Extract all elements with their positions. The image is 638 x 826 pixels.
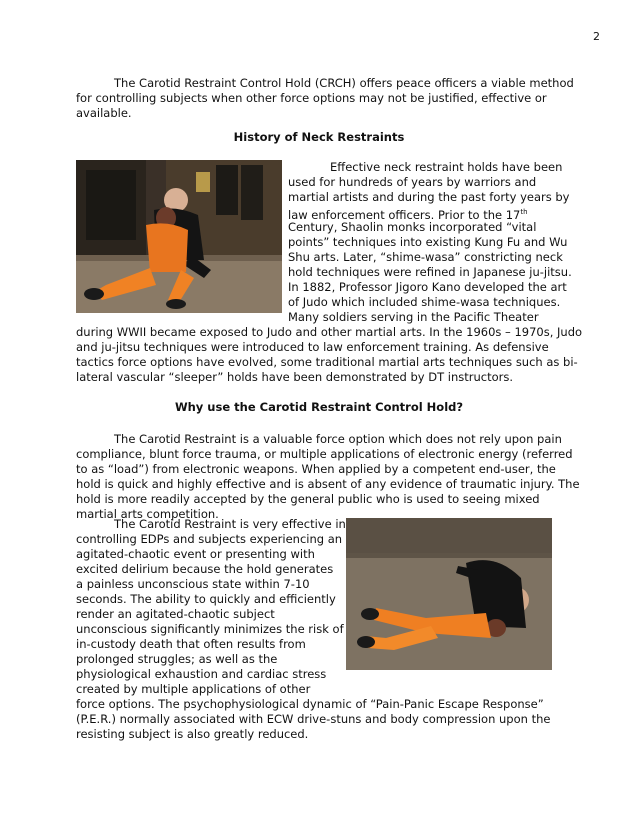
why-para2-line: excited delirium because the hold generates bbox=[76, 562, 334, 576]
why-para2-line: physiological exhaustion and cardiac stress bbox=[76, 667, 327, 681]
page-number: 2 bbox=[593, 30, 600, 43]
history-heading: History of Neck Restraints bbox=[233, 130, 405, 144]
neck-restraint-photo-2 bbox=[346, 518, 552, 670]
why-para2-line: unconscious significantly minimizes the risk of bbox=[76, 622, 344, 636]
why-para1-line: martial arts competition. bbox=[76, 507, 219, 521]
history-line: Effective neck restraint holds have been bbox=[330, 160, 563, 174]
why-para2-line: render an agitated-chaotic subject bbox=[76, 607, 275, 621]
history-line: law enforcement officers. Prior to the 17th bbox=[288, 207, 528, 222]
superscript-th: th bbox=[520, 208, 528, 216]
why-para2-full-line: resisting subject is also greatly reduced. bbox=[76, 727, 309, 741]
why-para2-line: in-custody death that often results from bbox=[76, 637, 306, 651]
why-para2-line: agitated-chaotic event or presenting with bbox=[76, 547, 315, 561]
why-para1-line: compliance, blunt force trauma, or multiple applications of electronic energy (referred bbox=[76, 447, 573, 461]
history-line: points” techniques into existing Kung Fu and Wu bbox=[288, 235, 568, 249]
history-line: In 1882, Professor Jigoro Kano developed the art bbox=[288, 280, 567, 294]
history-full-line: during WWII became exposed to Judo and other martial arts. In the 1960s – 1970s, Judo bbox=[76, 325, 583, 339]
history-line: Century, Shaolin monks incorporated “vital bbox=[288, 220, 537, 234]
why-para1-line: hold is quick and highly effective and is absent of any evidence of traumatic injury. The bbox=[76, 477, 580, 491]
history-full-line: tactics force options have evolved, some traditional martial arts techniques such as bi- bbox=[76, 355, 578, 369]
history-line: martial artists and during the past forty years by bbox=[288, 190, 570, 204]
why-para2-line: The Carotid Restraint is very effective in bbox=[114, 517, 346, 531]
why-heading: Why use the Carotid Restraint Control Hold? bbox=[174, 400, 464, 414]
history-line: used for hundreds of years by warriors and bbox=[288, 175, 537, 189]
why-para2-full-line: force options. The psychophysiological dynamic of “Pain-Panic Escape Response” bbox=[76, 697, 544, 711]
why-para2-line: created by multiple applications of other bbox=[76, 682, 311, 696]
why-para2-line: a painless unconscious state within 7-10 bbox=[76, 577, 310, 591]
history-full-line: and ju-jitsu techniques were introduced to law enforcement training. As defensive bbox=[76, 340, 549, 354]
intro-line-3: available. bbox=[76, 106, 132, 120]
intro-line-1: The Carotid Restraint Control Hold (CRCH) offers peace officers a viable method bbox=[114, 76, 574, 90]
history-line: Many soldiers serving in the Pacific Theater bbox=[288, 310, 539, 324]
why-para2-line: seconds. The ability to quickly and efficiently bbox=[76, 592, 336, 606]
why-para2-line: prolonged struggles; as well as the bbox=[76, 652, 278, 666]
why-para1-line: hold is more readily accepted by the general public who is used to seeing mixed bbox=[76, 492, 540, 506]
history-line: Shu arts. Later, “shime-wasa” constricting neck bbox=[288, 250, 563, 264]
history-line: of Judo which included shime-wasa techniques. bbox=[288, 295, 561, 309]
why-para1-line: The Carotid Restraint is a valuable force option which does not rely upon pain bbox=[114, 432, 562, 446]
intro-line-2: for controlling subjects when other force options may not be justified, effective or bbox=[76, 91, 547, 105]
history-full-line: lateral vascular “sleeper” holds have been demonstrated by DT instructors. bbox=[76, 370, 514, 384]
history-line: hold techniques were refined in Japanese ju-jitsu. bbox=[288, 265, 572, 279]
why-para2-full-line: (P.E.R.) normally associated with ECW drive-stuns and body compression upon the bbox=[76, 712, 551, 726]
neck-restraint-photo-1 bbox=[76, 160, 282, 313]
why-para1-line: to as “load”) from electronic weapons. When applied by a competent end-user, the bbox=[76, 462, 556, 476]
why-para2-line: controlling EDPs and subjects experiencing an bbox=[76, 532, 343, 546]
